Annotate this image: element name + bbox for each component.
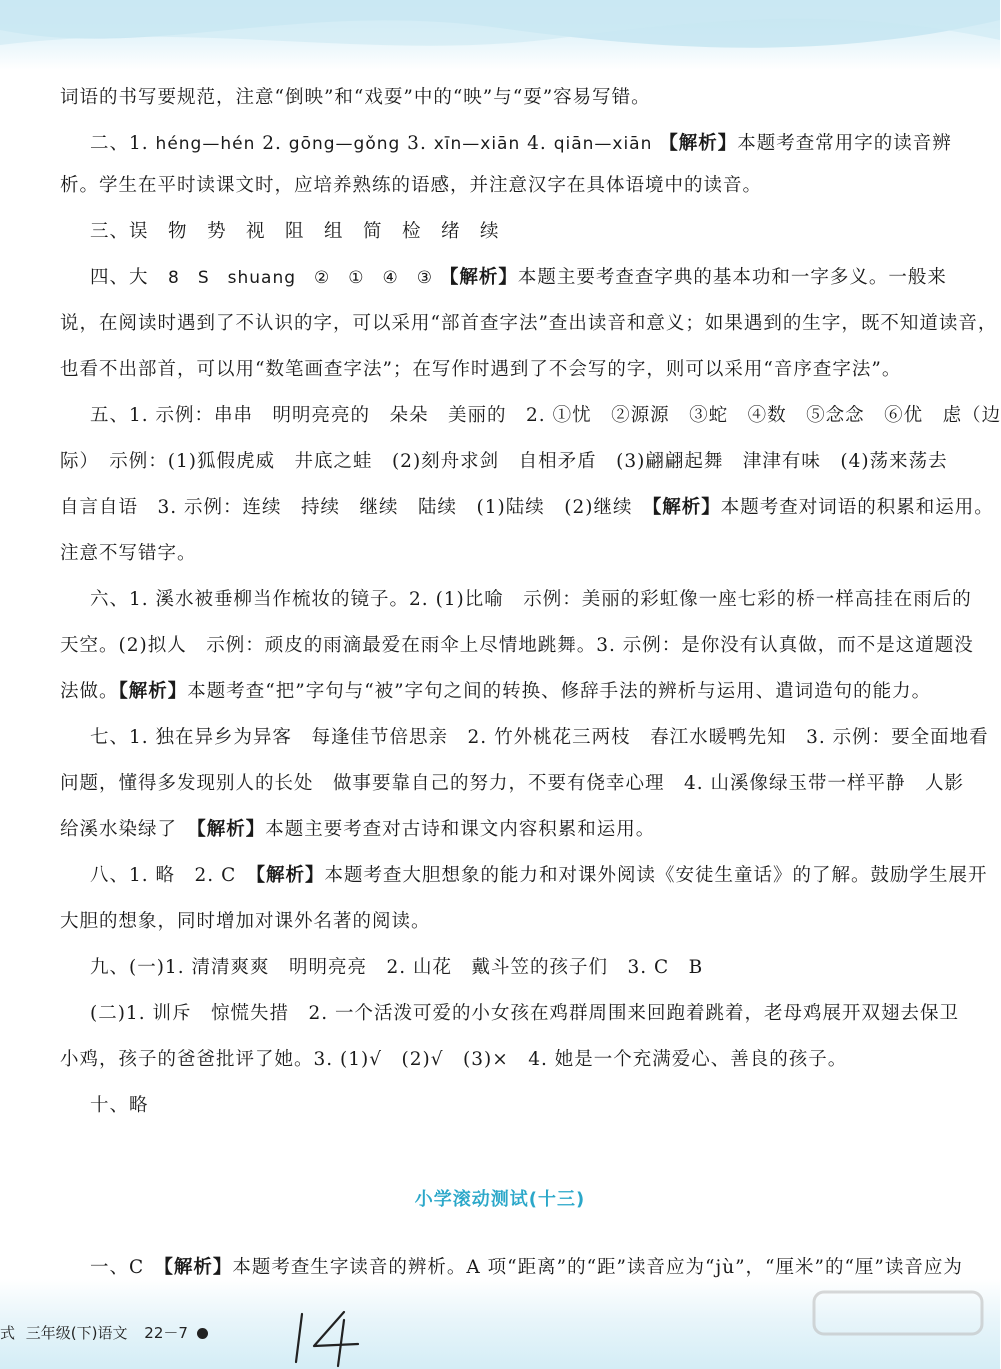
analysis-label: 【解析】 <box>651 497 721 518</box>
text-segment: 本题主要考查对古诗和课文内容积累和运用。 <box>265 819 656 840</box>
text-segment: 自言自语 3. 示例：连续 持续 继续 陆续 (1)陆续 (2)继续 <box>60 497 652 518</box>
text-segment: 四、大 <box>90 267 169 288</box>
text-line: 六、1. 溪水被垂柳当作梳妆的镜子。2. (1)比喻 示例：美丽的彩虹像一座七彩的桥一样高挂在雨后的 <box>90 589 972 610</box>
analysis-label: 【解析】 <box>659 133 738 154</box>
text-line <box>90 853 988 899</box>
handwritten-number-14 <box>292 1306 372 1368</box>
text-segment: 本题考查对词语的积累和运用。 <box>720 497 994 518</box>
paragraph-q9-2 <box>60 991 960 1037</box>
paragraph-q9-1 <box>60 945 910 991</box>
pinyin-segment: xīn—xiān <box>433 134 521 154</box>
paragraph-n1 <box>60 1245 963 1291</box>
pinyin-segment: qiān—xiān <box>553 134 653 154</box>
next-section-content <box>60 1245 963 1291</box>
paragraph-q8 <box>60 853 988 899</box>
analysis-label: 【解析】 <box>255 865 325 886</box>
text-line: 也看不出部首，可以用“数笔画查字法”；在写作时遇到了不会写的字，则可以采用“音序查字法”。 <box>60 359 902 380</box>
section-title: 小学滚动测试(十三) <box>414 1189 586 1210</box>
text-segment: 一、C <box>90 1257 164 1278</box>
paragraph-q5-cont <box>60 439 994 577</box>
bullet-dot-icon <box>197 1328 208 1339</box>
text-line: 五、1. 示例：串串 明明亮亮的 朵朵 美丽的 2. ①忧 ②源源 ③蛇 ④数 ⑤念念 ⑥优 虑（边 <box>90 405 1001 426</box>
text-segment: 3. <box>400 133 434 154</box>
text-segment: 本题主要考查查字典的基本功和一字多义。一般来 <box>517 267 947 288</box>
paragraph-q6-cont <box>60 623 974 715</box>
text-line: 说，在阅读时遇到了不认识的字，可以采用“部首查字法”查出读音和意义；如果遇到的生字，既不知道读音， <box>60 313 998 334</box>
text-segment: 本题考查“把”字句与“被”字句之间的转换、修辞手法的辨析与运用、遣词造句的能力。 <box>187 681 932 702</box>
pinyin-segment: gōng—gǒng <box>288 134 401 154</box>
text-line <box>90 121 952 167</box>
paragraph-q5 <box>60 393 1001 439</box>
text-line: 九、(一)1. 清清爽爽 明明亮亮 2. 山花 戴斗笠的孩子们 3. C B <box>90 957 704 978</box>
text-line: 大胆的想象，同时增加对课外名著的阅读。 <box>60 911 431 932</box>
paragraph-q3 <box>60 209 910 255</box>
watermark-logo <box>808 1288 988 1366</box>
paragraph-q7-cont <box>60 761 965 853</box>
footer-grade: 三年级(下)语文 <box>25 1324 128 1342</box>
paragraph-q2 <box>60 121 952 167</box>
paragraph-q4 <box>60 255 947 301</box>
text-line: (二)1. 训斥 惊慌失措 2. 一个活泼可爱的小女孩在鸡群周围来回跑着跳着，老母鸡展开双翅去保卫 <box>90 1003 960 1024</box>
text-segment: 2. <box>255 133 289 154</box>
text-segment: 本题考查大胆想象的能力和对课外阅读《安徒生童话》的了解。鼓励学生展开 <box>324 865 988 886</box>
page-footer <box>0 1318 208 1348</box>
paragraph-q6 <box>60 577 972 623</box>
text-segment: 本题考查生字读音的辨析。A 项“距离”的“距”读音应为“jù”，“厘米”的“厘”读音应为 <box>232 1257 963 1278</box>
text-line <box>90 1245 963 1291</box>
text-line <box>60 669 932 715</box>
text-line: 小鸡，孩子的爸爸批评了她。3. (1)√ (2)√ (3)× 4. 她是一个充满爱心、善良的孩子。 <box>60 1049 848 1070</box>
paragraph-q2-cont <box>60 163 910 209</box>
text-segment: 法做。 <box>60 681 119 702</box>
paragraph-q4-cont <box>60 301 998 393</box>
text-line: 三、误 物 势 视 阻 组 简 检 绪 续 <box>90 221 500 242</box>
text-segment: 给溪水染绿了 <box>60 819 197 840</box>
paragraph-q10 <box>60 1083 910 1129</box>
text-line: 天空。(2)拟人 示例：顽皮的雨滴最爱在雨伞上尽情地跳舞。3. 示例：是你没有认真做，而不是这道题没 <box>60 635 974 656</box>
analysis-label: 【解析】 <box>439 267 518 288</box>
paragraph-q9-2-cont <box>60 1037 910 1083</box>
paragraph-q7 <box>60 715 989 761</box>
wave-decoration <box>0 0 1000 70</box>
analysis-label: 【解析】 <box>163 1257 233 1278</box>
text-line: 词语的书写要规范，注意“倒映”和“戏耍”中的“映”与“耍”容易写错。 <box>60 87 651 108</box>
analysis-label: 【解析】 <box>196 819 266 840</box>
text-segment: 八、1. 略 2. C <box>90 865 256 886</box>
text-segment: 本题考查常用字的读音辨 <box>737 133 952 154</box>
text-line: 际） 示例：(1)狐假虎威 井底之蛙 (2)刻舟求剑 自相矛盾 (3)翩翩起舞 津津有味 (4)荡来荡去 <box>60 451 948 472</box>
analysis-label: 【解析】 <box>118 681 188 702</box>
text-line <box>90 255 947 301</box>
text-line: 十、略 <box>90 1095 149 1116</box>
paragraph-intro <box>60 75 910 121</box>
text-line <box>60 807 910 853</box>
footer-prefix: 式 <box>0 1324 16 1342</box>
pinyin-segment: 8 S shuang ② ① ④ ③ <box>168 268 433 288</box>
top-decor-band <box>0 0 1000 70</box>
text-line <box>60 485 994 531</box>
text-segment: 4. <box>520 133 554 154</box>
text-line: 七、1. 独在异乡为异客 每逢佳节倍思亲 2. 竹外桃花三两枝 春江水暖鸭先知 3. 示例：要全面地看 <box>90 727 989 748</box>
text-segment: 二、1. <box>90 133 156 154</box>
text-line: 注意不写错字。 <box>60 543 197 564</box>
pinyin-segment: héng—hén <box>155 134 256 154</box>
text-line: 问题，懂得多发现别人的长处 做事要靠自己的努力，不要有侥幸心理 4. 山溪像绿玉带一样平静 人影 <box>60 773 965 794</box>
watermark-outline-icon <box>808 1288 988 1366</box>
paragraph-q8-cont <box>60 899 910 945</box>
answer-content <box>60 75 1001 1129</box>
text-line: 析。学生在平时读课文时，应培养熟练的语感，并注意汉字在具体语境中的读音。 <box>60 175 763 196</box>
footer-page-number: 22－7 <box>144 1324 188 1342</box>
